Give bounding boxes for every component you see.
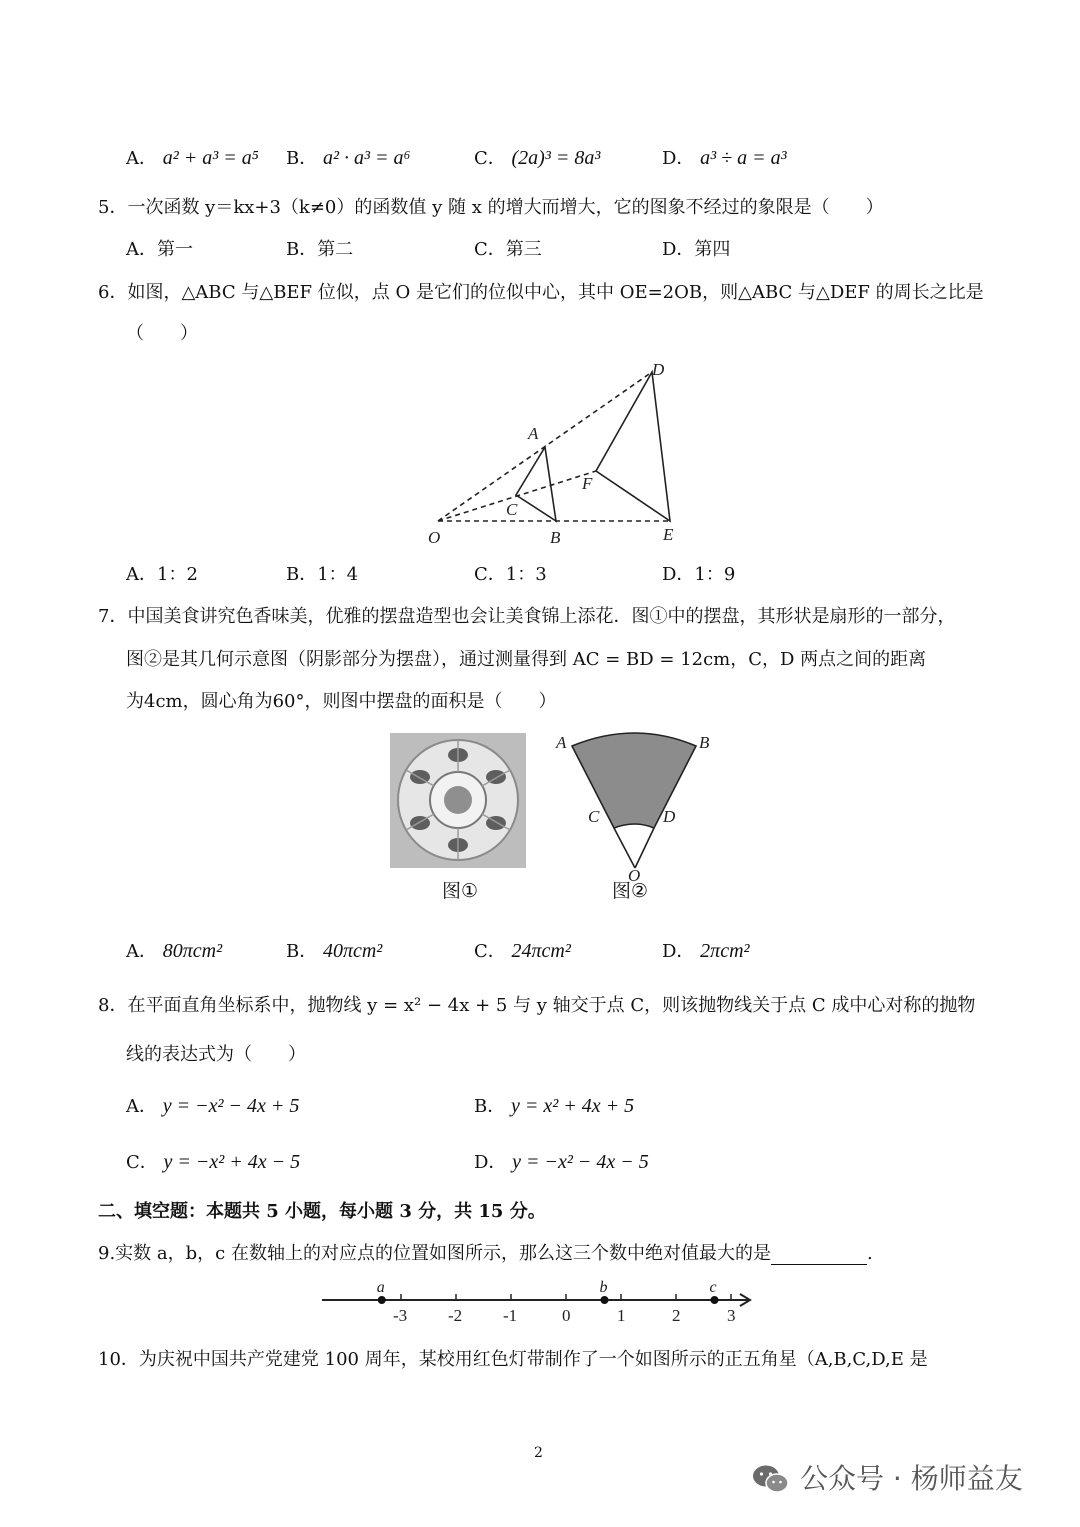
number-line-tick-label: 1	[617, 1306, 626, 1325]
watermark	[752, 1462, 1023, 1496]
number-line-point-a	[378, 1296, 386, 1304]
q8-option-a	[126, 1094, 299, 1118]
q5-option-c: C．第三	[474, 239, 542, 260]
wechat-icon	[752, 1463, 790, 1495]
q8-option-c-expr: y = −x² + 4x − 5	[163, 1151, 301, 1173]
q7-option-d-value: 2πcm²	[700, 940, 750, 962]
q7-option-c	[474, 939, 571, 963]
q8-option-d	[474, 1150, 649, 1174]
q7-label-c: C	[588, 807, 600, 826]
q8-option-a-expr: y = −x² − 4x + 5	[162, 1095, 300, 1117]
q7-option-a-label: A．	[126, 941, 157, 962]
q7-fig2-caption: 图②	[612, 880, 649, 902]
q6-label-b: B	[550, 528, 561, 547]
q7-plate-photo	[390, 733, 526, 868]
q7-option-a-value: 80πcm²	[162, 940, 223, 962]
q7-option-b-label: B．	[286, 941, 318, 962]
number-line-tick-label: -1	[503, 1306, 518, 1325]
q7-option-d	[662, 939, 750, 963]
q9-stem: 9.实数 a，b，c 在数轴上的对应点的位置如图所示，那么这三个数中绝对值最大的是	[98, 1243, 771, 1264]
q6-paren: （ ）	[126, 323, 198, 344]
q6-label-c: C	[506, 500, 518, 519]
q8-option-d-label: D．	[474, 1152, 507, 1173]
q9-stem-line	[98, 1243, 873, 1265]
q7-label-b: B	[699, 733, 710, 752]
number-line-tick-label: 2	[672, 1306, 681, 1325]
q8-line1: 8．在平面直角坐标系中，抛物线 y = x² − 4x + 5 与 y 轴交于点 C，则该抛物线关于点 C 成中心对称的抛物	[98, 995, 976, 1016]
q7-option-c-label: C．	[474, 941, 506, 962]
q9-number-line	[318, 1278, 758, 1328]
q7-option-a	[126, 939, 222, 963]
q6-option-a: A．1：2	[126, 564, 198, 585]
number-line-tick-label: 0	[562, 1306, 571, 1325]
q4-option-c	[474, 146, 600, 170]
q7-option-d-label: D．	[662, 941, 695, 962]
number-line-tick-label: -2	[448, 1306, 463, 1325]
q8-option-b	[474, 1094, 634, 1118]
q7-line-co	[614, 828, 635, 868]
q4-option-d-expr: a³ ÷ a = a³	[700, 147, 787, 169]
q8-option-c	[126, 1150, 300, 1174]
q4-option-b-expr: a² · a³ = a⁶	[322, 147, 411, 169]
q7-line2: 图②是其几何示意图（阴影部分为摆盘），通过测量得到 AC = BD = 12cm，C，D 两点之间的距离	[126, 649, 927, 670]
q4-option-b-label: B．	[286, 148, 318, 169]
q7-sector-figure	[550, 728, 725, 888]
q4-option-d	[662, 146, 787, 170]
number-line-point-b	[601, 1296, 609, 1304]
q9-answer-blank[interactable]	[771, 1248, 867, 1265]
section2-title: 二、填空题：本题共 5 小题，每小题 3 分，共 15 分。	[98, 1201, 546, 1222]
page-number: 2	[534, 1445, 543, 1461]
q6-option-d: D．1：9	[662, 564, 736, 585]
q4-option-c-label: C．	[474, 148, 506, 169]
watermark-text: 公众号 · 杨师益友	[800, 1462, 1023, 1495]
q10-stem: 10．为庆祝中国共产党建党 100 周年，某校用红色灯带制作了一个如图所示的正五角星（A,B,C,D,E 是	[98, 1349, 928, 1370]
number-line-point-c	[711, 1296, 719, 1304]
number-line-point-label-c: c	[709, 1279, 717, 1296]
q7-line1: 7．中国美食讲究色香味美，优雅的摆盘造型也会让美食锦上添花．图①中的摆盘，其形状是扇形的一部分，	[98, 606, 956, 627]
q8-option-d-expr: y = −x² − 4x − 5	[512, 1151, 649, 1173]
q8-option-c-label: C．	[126, 1152, 158, 1173]
q6-triangle-def	[596, 372, 670, 521]
q4-option-c-expr: (2a)³ = 8a³	[511, 147, 601, 169]
q7-option-b-value: 40πcm²	[322, 940, 383, 962]
number-line-tick-label: -3	[393, 1306, 408, 1325]
q5-option-a: A．第一	[126, 239, 193, 260]
q4-option-a-label: A．	[126, 148, 157, 169]
q7-line-do	[635, 828, 654, 868]
q4-option-a	[126, 146, 259, 170]
number-line-point-label-b: b	[599, 1279, 608, 1296]
q7-line3: 为4cm，圆心角为60°，则图中摆盘的面积是（ ）	[126, 691, 557, 712]
q6-triangle-abc	[516, 447, 556, 521]
q6-option-b: B．1：4	[286, 564, 359, 585]
q4-option-d-label: D．	[662, 148, 695, 169]
number-line-tick-label: 3	[727, 1306, 736, 1325]
q6-label-f: F	[582, 474, 593, 493]
q6-label-e: E	[663, 525, 674, 544]
q4-option-b	[286, 146, 410, 170]
q6-label-o: O	[428, 528, 441, 547]
q7-option-c-value: 24πcm²	[511, 940, 571, 962]
q4-option-a-expr: a² + a³ = a⁵	[162, 147, 259, 169]
q7-label-a: A	[556, 733, 567, 752]
q7-fig1-caption: 图①	[442, 880, 479, 902]
q5-stem: 5．一次函数 y＝kx+3（k≠0）的函数值 y 随 x 的增大而增大，它的图象不经过的象限是（ ）	[98, 197, 884, 218]
q8-line2: 线的表达式为（ ）	[126, 1044, 306, 1065]
q8-option-b-label: B．	[474, 1096, 506, 1117]
q6-label-a: A	[528, 424, 539, 443]
q7-option-b	[286, 939, 382, 963]
q6-figure	[420, 355, 690, 550]
q5-option-b: B．第二	[286, 239, 354, 260]
q8-option-a-label: A．	[126, 1096, 157, 1117]
q7-label-d: D	[663, 807, 676, 826]
q6-label-d: D	[652, 360, 665, 379]
q7-label-o: O	[628, 866, 641, 885]
q5-option-d: D．第四	[662, 239, 731, 260]
q6-stem: 6．如图，△ABC 与△BEF 位似，点 O 是它们的位似中心，其中 OE=2OB，则△ABC 与△DEF 的周长之比是	[98, 282, 984, 303]
q8-option-b-expr: y = x² + 4x + 5	[510, 1095, 635, 1117]
q9-end: .	[866, 1243, 873, 1264]
q6-option-c: C．1：3	[474, 564, 547, 585]
number-line-point-label-a: a	[376, 1279, 385, 1296]
